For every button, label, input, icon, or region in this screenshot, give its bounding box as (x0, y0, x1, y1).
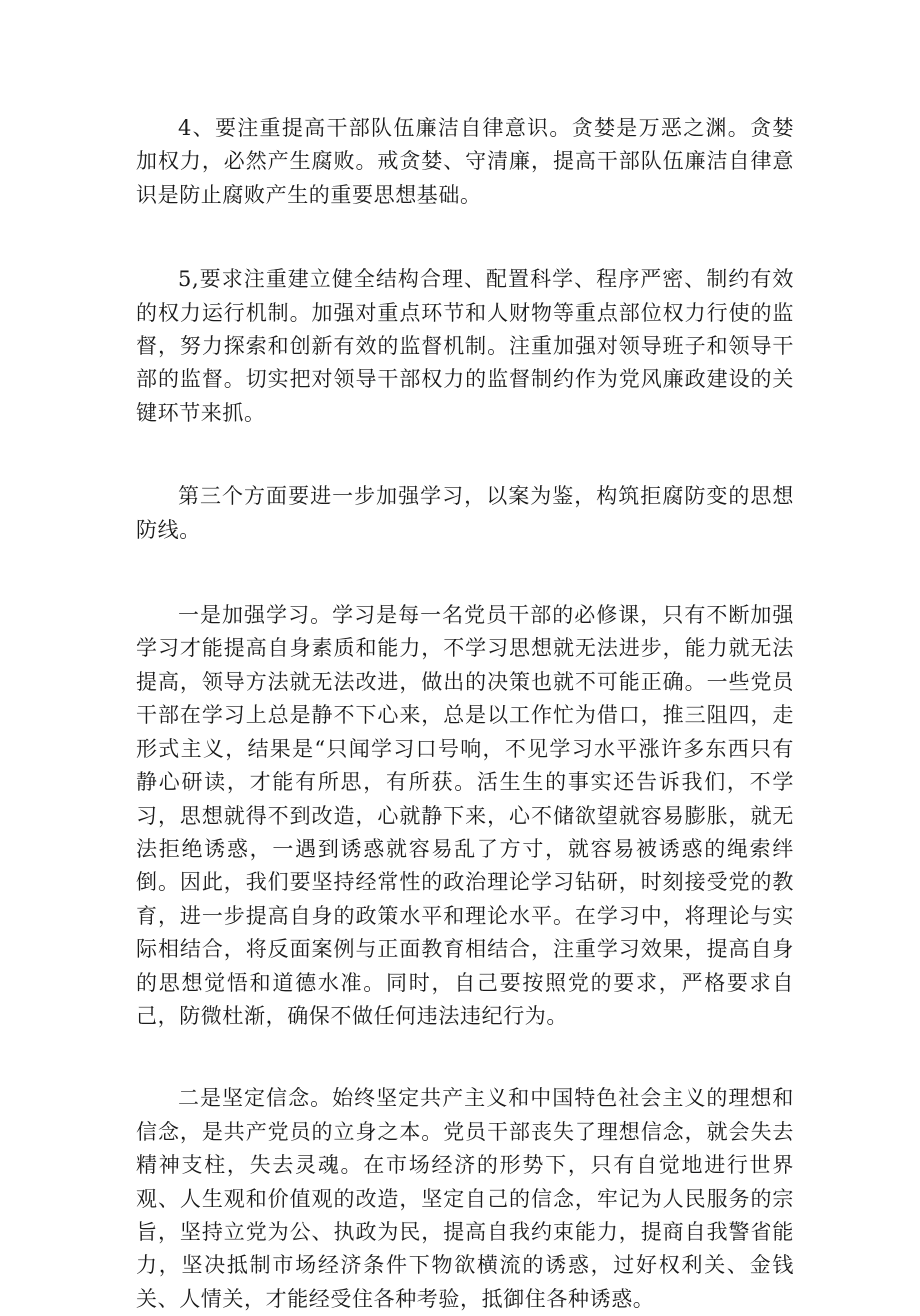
paragraph-third-aspect-heading: 第三个方面要进一步加强学习，以案为鉴，构筑拒腐防变的思想防线。 (136, 484, 794, 542)
document-body (136, 112, 794, 1316)
paragraph-strengthen-study: 一是加强学习。学习是每一名党员干部的必修课，只有不断加强学习才能提高自身素质和能力，不学习思想就无法进步，能力就无法提高，领导方法就无法改进，做出的决策也就不可能正确。一些党员干部在学习上总是静不下心来，总是以工作忙为借口，推三阻四，走形式主义，结果是“只闻学习口号响，不见学习水平涨许多东西只有静心研读，才能有所思，有所获。活生生的事实还告诉我们，不学习，思想就得不到改造，心就静下来，心不储欲望就容易膨胀，就无法拒绝诱惑，一遇到诱惑就容易乱了方寸，就容易被诱惑的绳索绊倒。因此，我们要坚持经常性的政治理论学习钻研，时刻接受党的教育，进一步提高自身的政策水平和理论水平。在学习中，将理论与实际相结合，将反面案例与正面教育相结合，注重学习效果，提高自身的思想觉悟和道德水准。同时，自己要按照党的要求，严格要求自己，防微杜渐，确保不做任何违法违纪行为。 (136, 603, 794, 1028)
paragraph-power-supervision: 5,要求注重建立健全结构合理、配置科学、程序严密、制约有效的权力运行机制。加强对重点环节和人财物等重点部位权力行使的监督，努力探索和创新有效的监督机制。注重加强对领导班子和领导干部的监督。切实把对领导干部权力的监督制约作为党风廉政建设的关键环节来抓。 (136, 267, 794, 425)
paragraph-firm-belief: 二是坚定信念。始终坚定共产主义和中国特色社会主义的理想和信念，是共产党员的立身之本。党员干部丧失了理想信念，就会失去精神支柱，失去灵魂。在市场经济的形势下，只有自觉地进行世界观、人生观和价值观的改造，坚定自己的信念，牢记为人民服务的宗旨，坚持立党为公、执政为民，提高自我约束能力，提商自我警省能力，坚决抵制市场经济条件下物欲横流的诱惑，过好权利关、金钱关、人情关，才能经受住各种考验，抵御住各种诱惑。 (136, 1086, 794, 1311)
paragraph-integrity-awareness: 4、要注重提高干部队伍廉洁自律意识。贪婪是万恶之渊。贪婪加权力，必然产生腐败。戒贪婪、守清廉，提高干部队伍廉洁自律意识是防止腐败产生的重要思想基础。 (136, 116, 794, 207)
